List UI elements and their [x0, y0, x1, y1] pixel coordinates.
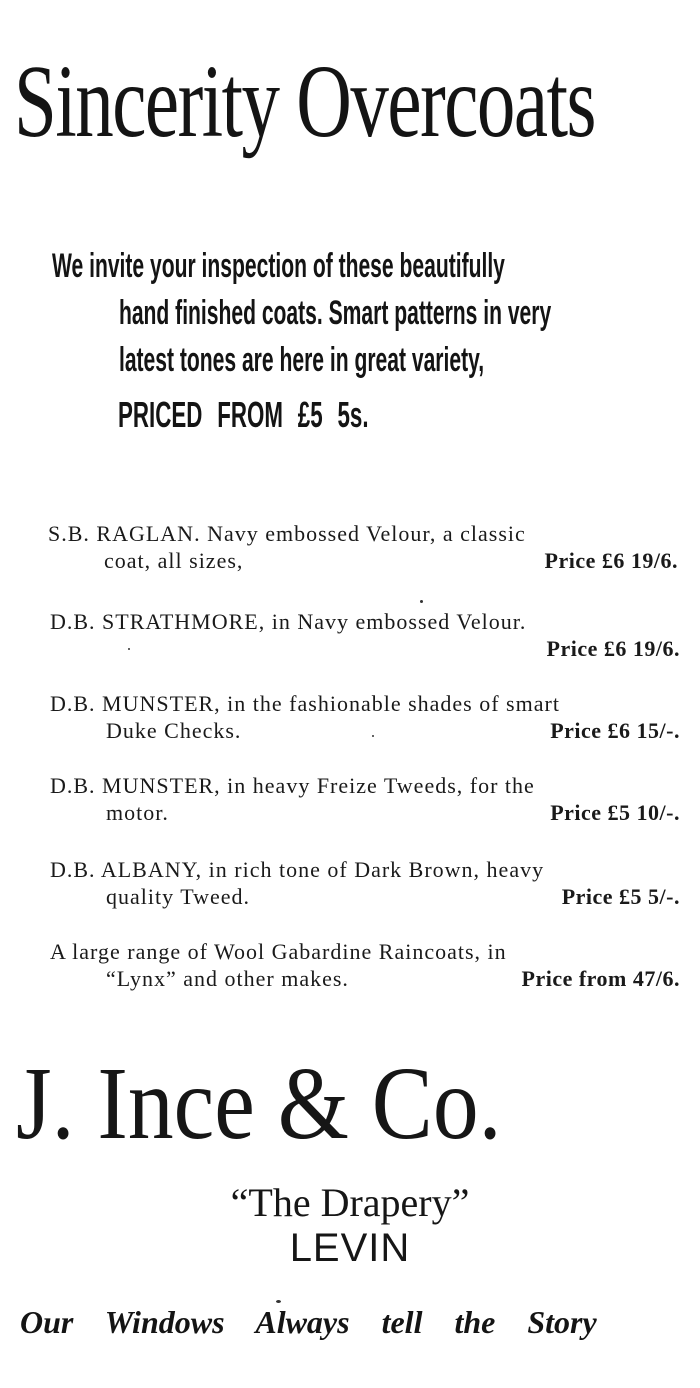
intro-paragraph [52, 243, 551, 384]
intro-line-3: latest tones are here in great variety, [118, 341, 485, 379]
store-town: LEVIN [289, 1226, 411, 1270]
print-speck [372, 735, 374, 737]
intro-line-1: We invite your inspection of these beautifully [52, 247, 505, 285]
item-continuation [50, 883, 680, 910]
item-description: A large range of Wool Gabardine Raincoats, in [50, 939, 507, 964]
item-continuation [50, 799, 680, 826]
coat-item-munster-checks [50, 690, 680, 744]
item-price: Price £5 5/-. [561, 884, 680, 909]
item-description: S.B. RAGLAN. Navy embossed Velour, a classic [48, 521, 526, 546]
motto: Our Windows Always tell the Story [20, 1304, 597, 1340]
item-continuation-text: coat, all sizes, [104, 548, 244, 573]
headline: Sincerity Overcoats [14, 44, 595, 159]
coat-item-albany [50, 856, 680, 910]
item-description: D.B. MUNSTER, in the fashionable shades of smart [50, 691, 560, 716]
item-price: Price £5 10/-. [550, 800, 680, 825]
item-continuation [50, 635, 680, 662]
raincoat-item [50, 938, 680, 992]
coat-item-raglan [48, 520, 678, 574]
store-tagline: “The Drapery” [230, 1180, 470, 1225]
print-speck [276, 1300, 281, 1303]
item-continuation-text: quality Tweed. [106, 884, 251, 909]
item-continuation [48, 547, 678, 574]
item-price: Price £6 15/-. [550, 718, 680, 743]
item-continuation [50, 965, 680, 992]
print-speck [128, 648, 130, 650]
item-price: Price £6 19/6. [544, 548, 678, 573]
item-continuation [50, 717, 680, 744]
item-continuation-text: Duke Checks. [106, 718, 242, 743]
company-name: J. Ince & Co. [16, 1046, 502, 1161]
item-continuation-text: “Lynx” and other makes. [106, 966, 349, 991]
item-description: D.B. ALBANY, in rich tone of Dark Brown, heavy [50, 857, 545, 882]
item-continuation-text: motor. [106, 800, 169, 825]
coat-item-strathmore [50, 608, 680, 662]
item-description: D.B. STRATHMORE, in Navy embossed Velour. [50, 609, 527, 634]
item-price: Price from 47/6. [521, 966, 680, 991]
intro-line-2: hand finished coats. Smart patterns in very [118, 294, 552, 332]
item-description: D.B. MUNSTER, in heavy Freize Tweeds, for the [50, 773, 535, 798]
item-price: Price £6 19/6. [546, 636, 680, 661]
priced-from: PRICED FROM £5 5s. [118, 394, 369, 435]
coat-item-munster-tweeds [50, 772, 680, 826]
print-speck [420, 600, 423, 603]
